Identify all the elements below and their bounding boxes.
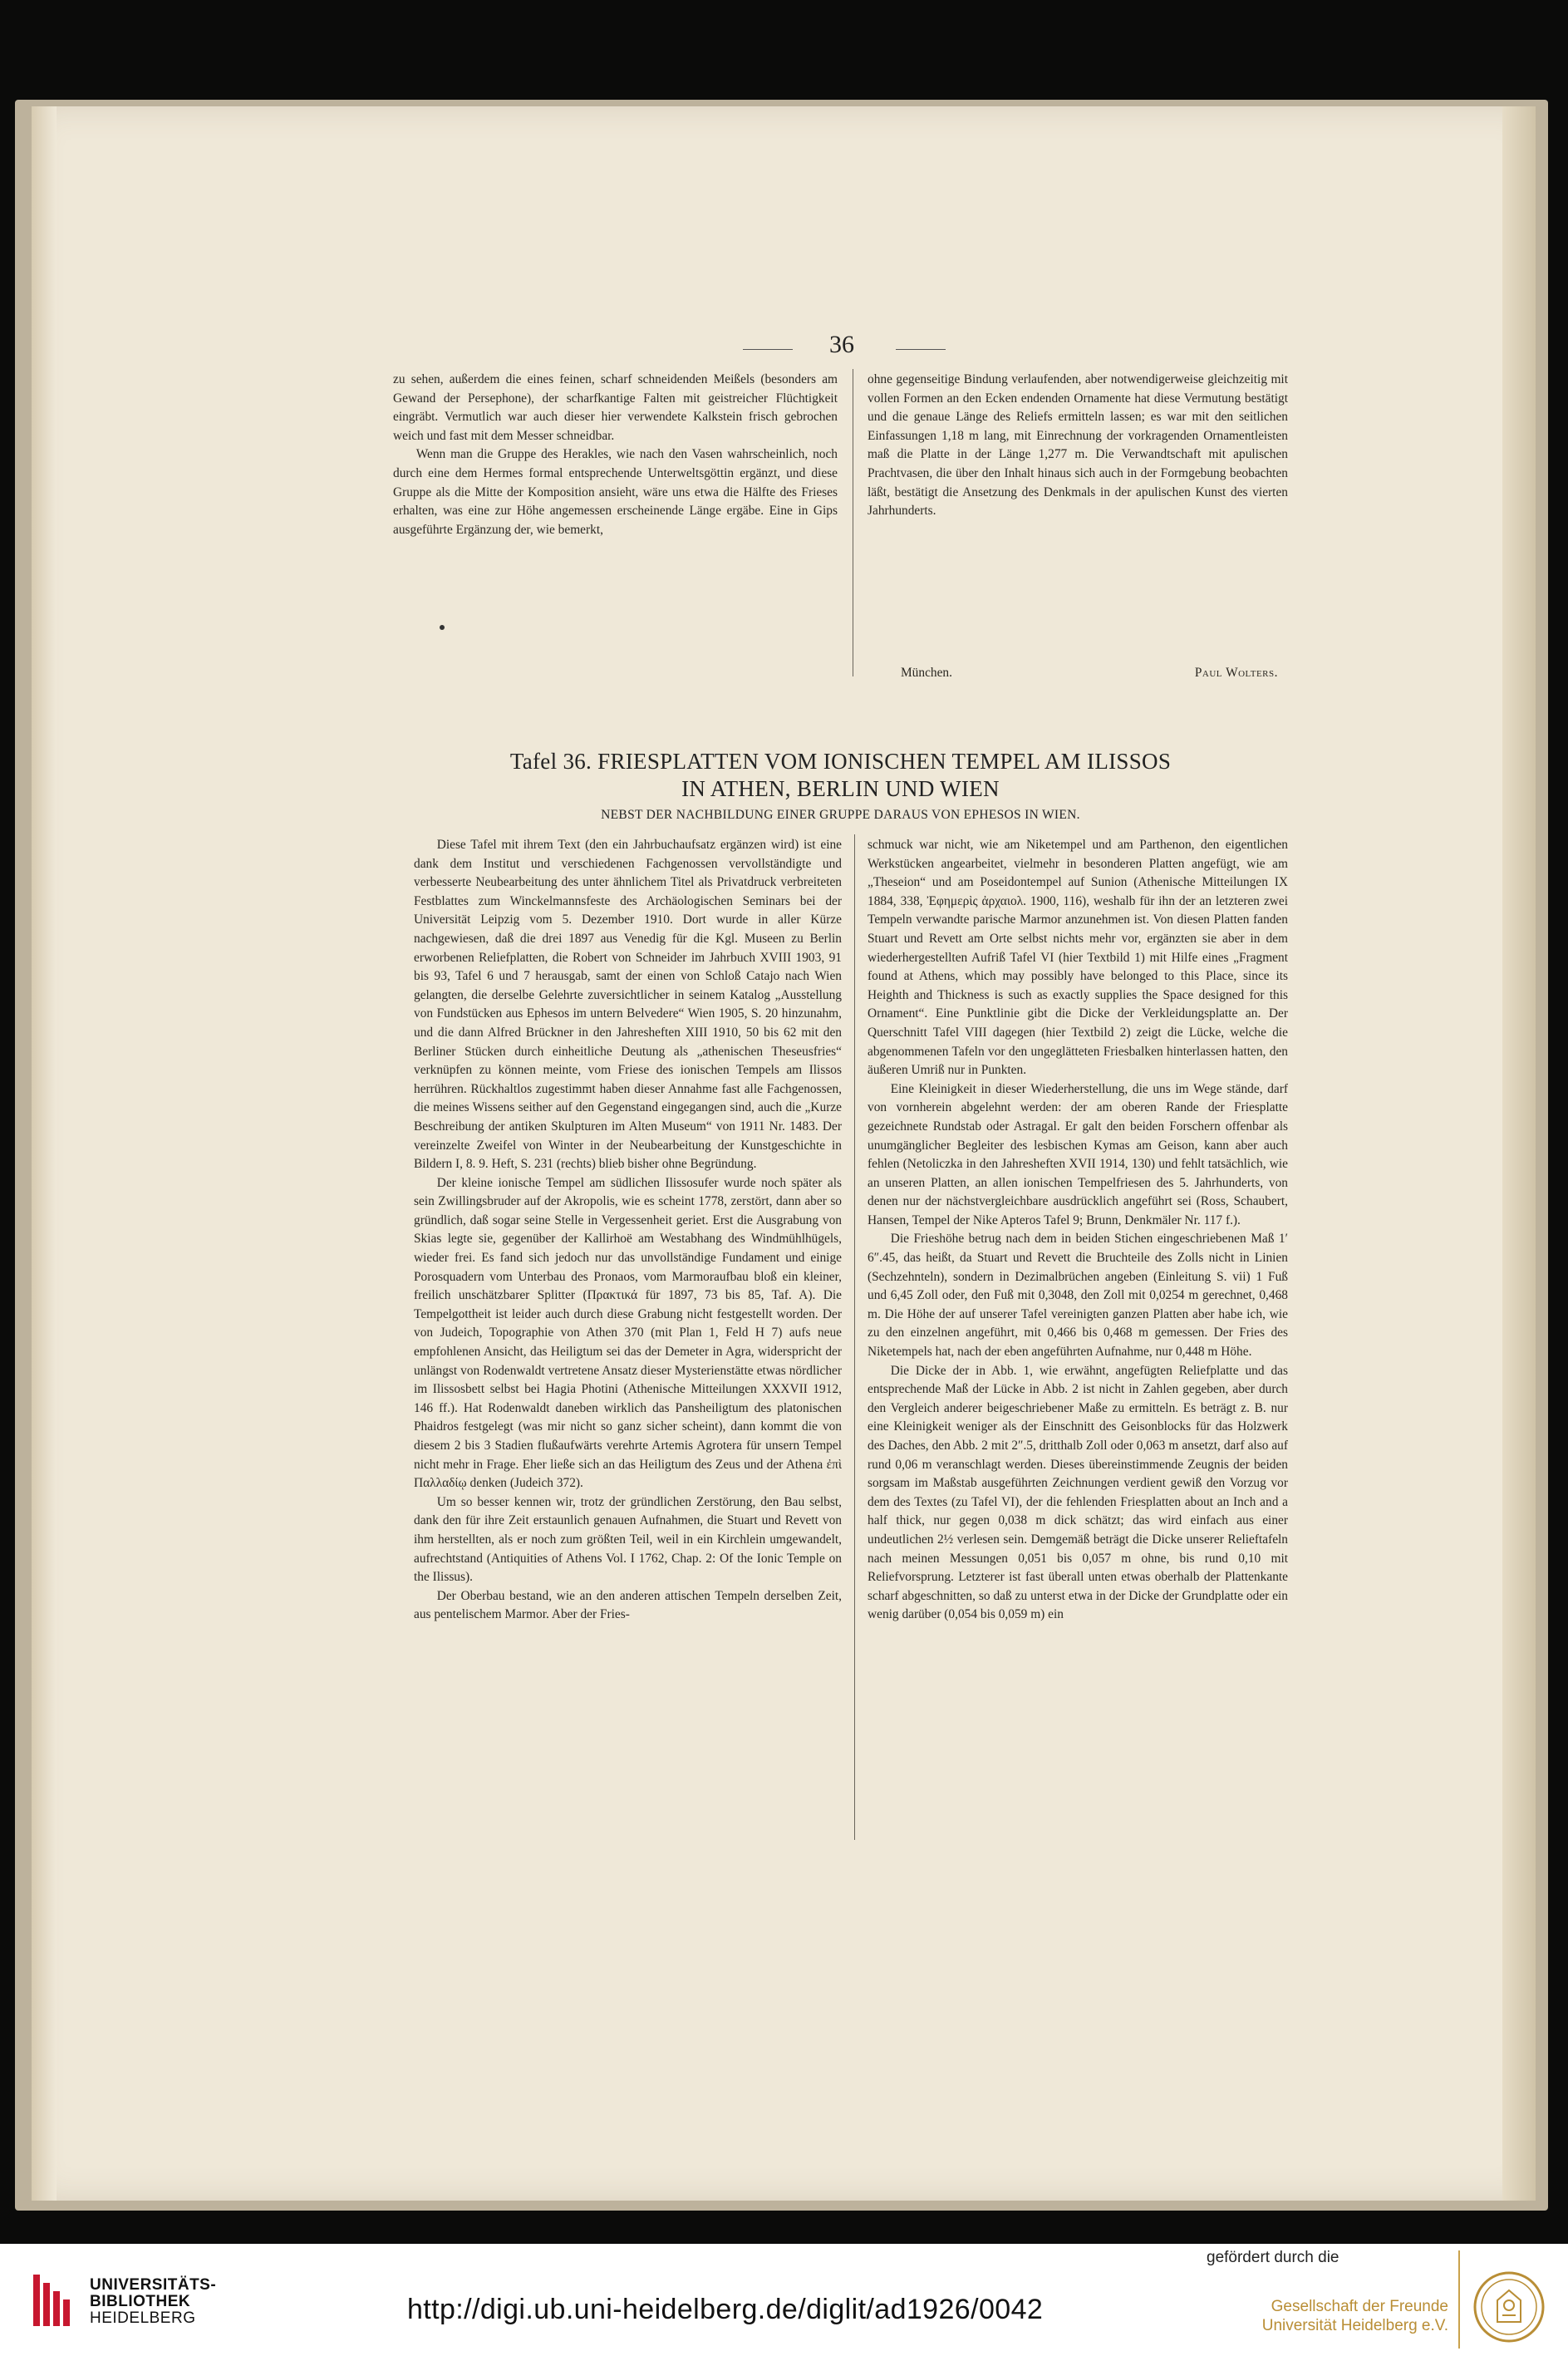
library-name-line1: UNIVERSITÄTS- bbox=[90, 2276, 217, 2294]
page-number-row bbox=[32, 331, 1536, 364]
page-number-rule-left bbox=[743, 349, 793, 350]
page-edge bbox=[1502, 106, 1536, 2201]
university-seal-icon bbox=[1472, 2270, 1546, 2344]
paragraph: Die Dicke der in Abb. 1, wie erwähnt, angefügten Reliefplatte und das entsprechende Maß der Lücke in Abb. 2 ist nicht in Zahlen gegeben, aber durch den Vergleich anderer beigeschriebener Maße zu ermitteln. Es beträgt z. B. nur eine Kleinigkeit weniger als der Einschnitt des Geisonblocks für das Holzwerk des Daches, den Abb. 2 mit 2″.5, dritthalb Zoll oder 0,063 m ansetzt, darf also auf rund 0,06 m veranschlagt werden. Dieses übereinstimmende Zeugnis der beiden sorgsam im Maßstab ausgeführten Zeichnungen verdient gewiß den Vorzug vor dem des Textes (zu Tafel VI), der die fehlenden Friesplatten about an Inch and a half thick, nur gegen 0,038 m dick schätzt; das wird einfach aus einer undeutlichen 2½ verlesen sein. Demgemäß beträgt die Dicke unserer Relieftafeln nach meinen Messungen 0,051 bis 0,057 m ohne, bis rund 0,10 mit Reliefvorsprung. Letzterer ist fast überall unten etwas oberhalb der Plattenkante scharf abgeschnitten, so daß zu unterst etwa in der Dicke der Grundplatte oder ein wenig darüber (0,054 bis 0,059 m) ein bbox=[868, 1363, 1288, 1622]
paragraph: Um so besser kennen wir, trotz der gründlichen Zerstörung, den Bau selbst, dank den für ihre Zeit erstaunlich genauen Aufnahmen, die Stuart und Revett von ihm herstellten, als er noch zum größten Teil, weil in ein Kirchlein umgewandelt, aufrechtstand (Antiquities of Athens Vol. I 1762, Chap. 2: Of the Ionic Temple on the Ilissus). bbox=[414, 1494, 842, 1585]
footer-banner bbox=[0, 2244, 1568, 2356]
paragraph: Der Oberbau bestand, wie an den anderen attischen Tempeln derselben Zeit, aus pentelischem Marmor. Aber der Fries- bbox=[414, 1588, 842, 1622]
text-column-bottom-left bbox=[414, 836, 842, 1625]
text-column-bottom-right bbox=[868, 836, 1288, 1625]
paragraph: Eine Kleinigkeit in dieser Wiederherstellung, die uns im Wege stände, darf von vornherein abgelehnt werden: der am oberen Rande der Friesplatte gezeichnete Rundstab oder Astragal. Er galt den beiden Forschern offenbar als unumgänglicher Begleiter des lesbischen Kymas am Geison, kann aber auch fehlen (Netoliczka in den Jahresheften XVII 1914, 130) und fehlt tatsächlich, wie an unseren Platten, an allen ionischen Tempelfriesen des 5. Jahrhunderts, von denen nur der nächstvergleichbare ausdrücklich angeführt sei (Ross, Schaubert, Hansen, Tempel der Nike Apteros Tafel 9; Brunn, Denkmäler Nr. 117 f.). bbox=[868, 1081, 1288, 1227]
sponsor-name bbox=[1216, 2297, 1448, 2335]
signature-author: Paul Wolters. bbox=[1194, 666, 1278, 680]
text-column-top-right bbox=[868, 371, 1288, 521]
paragraph: Diese Tafel mit ihrem Text (den ein Jahrbuchaufsatz ergänzen wird) ist eine dank dem Institut und verschiedenen Fachgenossen vervollständigte und verbesserte Neubearbeitung des unter ähnlichem Titel als Privatdruck verbreiteten Festblattes zum Winckelmannsfeste des Archäologischen Seminars bei der Universität Leipzig vom 5. Dezember 1910. Dort wurde in aller Kürze nachgewiesen, daß die drei 1897 aus Venedig für die Kgl. Museen zu Berlin erworbenen Reliefplatten, die Robert von Schneider im Jahrbuch XVIII 1903, 91 bis 93, Tafel 6 und 7 herausgab, samt der einen von Schloß Catajo nach Wien gelangten, die derselbe Gelehrte zuversichtlicher in seinem Katalog „Ausstellung von Fundstücken aus Ephesos im untern Belvedere“ Wien 1905, S. 20 hinzunahm, und die dann Alfred Brückner in den Jahresheften XIII 1910, 50 bis 62 mit den Berliner Stücken durch einheitliche Deutung als „athenischen Theseusfries“ verknüpfen zu können meinte, vom Friese des ionischen Tempels am Ilissos herrühren. Rückhaltlos zugestimmt haben dieser Annahme fast alle Fachgenossen, die meines Wissens seither auf den Gegenstand eingegangen sind, auch die „Kurze Beschreibung der antiken Skulpturen im Alten Museum“ von 1911 Nr. 1483. Der vereinzelte Zweifel von Winter in der Neubearbeitung der Kunstgeschichte in Bildern I, 8. 9. Heft, S. 231 (rechts) blieb bisher ohne Begründung. bbox=[414, 838, 842, 1172]
plate-title-line1: Tafel 36. FRIESPLATTEN VOM IONISCHEN TEMPEL AM ILISSOS bbox=[509, 749, 1172, 774]
sponsor-label: gefördert durch die bbox=[1207, 2249, 1339, 2266]
page-number: 36 bbox=[829, 331, 854, 358]
sponsor-name-line2: Universität Heidelberg e.V. bbox=[1261, 2317, 1448, 2334]
paragraph: Der kleine ionische Tempel am südlichen Ilissosufer wurde noch später als sein Zwillingsbruder auf der Akropolis, wie es scheint 1778, zerstört, dann aber so gründlich, daß sogar seine Stelle in Vergessenheit geriet. Erst die Ausgrabung von Skias legte sie, gegenüber der Kallirhoë am Westabhang des Windmühlhügels, wieder frei. Es fand sich jedoch nur das unvollständige Fundament und einige Porosquadern vom Unterbau des Pronaos, vom Marmoraufbau bloß ein kleiner, freilich unschätzbarer Splitter (Πρακτικά für 1897, 73 bis 85, Taf. A). Die Tempelgottheit ist leider auch durch diese Grabung nicht festgestellt worden. Der von Judeich, Topographie von Athen 370 (mit Plan 1, Feld H 7) aufs neue empfohlenen Ansicht, das Heiligtum sei das der Demeter in Agra, widerspricht der unlängst von Rodenwaldt vertretene Ansatz dieser Mysterienstätte etwas nördlicher im Ilissosbett selbst bei Hagia Photini (Athenische Mitteilungen XXXVII 1912, 146 ff.). Hat Rodenwaldt daneben wirklich das Pansheiligtum des platonischen Phaidros festgelegt (was mir nicht so ganz sicher scheint), dann kommt die von diesem 2 bis 3 Stadien flußaufwärts verehrte Artemis Agrotera für unsern Tempel nicht mehr in Frage. Eher ließe sich an das Heiligtum des Zeus und der Athena ἐπὶ Παλλαδίῳ denken (Judeich 372). bbox=[414, 1175, 842, 1491]
paragraph: schmuck war nicht, wie am Niketempel und am Parthenon, den eigentlichen Werkstücken angearbeitet, vielmehr in besonderen Platten angefügt, wie am „Theseion“ und am Poseidontempel auf Sunion (Athenische Mitteilungen IX 1884, 338, Ἐφημερὶς ἀρχαιολ. 1900, 116), weshalb für ihn der an letzteren zwei Tempeln verwandte parische Marmor anzunehmen ist. Von diesen Platten fanden Stuart und Revett am Orte selbst nichts mehr vor, ergänzten sie aber in dem wiederhergestellten Aufriß Tafel VI (hier Textbild 1) mit Hilfe eines „Fragment found at Athens, which may possibly have belonged to this Place, since its Heighth and Thickness is such as exactly supplies the Space designed for this Ornament“. Eine Punktlinie gibt die Dicke der Verkleidungsplatte an. Der Querschnitt Tafel VIII dagegen (hier Textbild 2) zeigt die Lücke, welche die abgenommenen Tafeln vor den ungeglätteten Friesbalken hinterlassen hatten, den äußeren Umriß nur in Punkten. bbox=[868, 838, 1288, 1078]
plate-heading bbox=[393, 749, 1288, 823]
paragraph: Wenn man die Gruppe des Herakles, wie nach den Vasen wahrscheinlich, noch durch eine dem Hermes formal entsprechende Unterweltsgöttin ergänzt, und diese Gruppe als die Mitte der Komposition ansieht, wäre uns etwa die Hälfte des Frieses erhalten, was eine zur Höhe angemessen erscheinende Länge ergäbe. Eine in Gips ausgeführte Ergänzung der, wie bemerkt, bbox=[393, 447, 838, 537]
page-gutter bbox=[32, 106, 57, 2201]
library-name bbox=[90, 2277, 216, 2327]
paragraph: Die Frieshöhe betrug nach dem in beiden Stichen eingeschriebenen Maß 1′ 6″.45, das heißt, da Stuart und Revett die Bruchteile des Zolls nicht in Linien (Sechzehnteln), sondern in Dezimalbrüchen angeben (Einleitung S. vii) 1 Fuß und 6,45 Zoll oder, den Fuß mit 0,3048, den Zoll mit 0,0254 m gerechnet, 0,468 m. Die Höhe der auf unserer Tafel vereinigten ganzen Platten aber habe ich, wie zu den einzelnen angeführt, mit 0,466 bis 0,468 m gemessen. Der Fries des Niketempels hat, nach der eben angeführten Aufnahme, nur 0,448 m Höhe. bbox=[868, 1232, 1288, 1360]
ink-speck bbox=[440, 625, 445, 630]
plate-title-line2: IN ATHEN, BERLIN UND WIEN bbox=[681, 776, 1000, 801]
page-number-rule-right bbox=[896, 349, 946, 350]
signature-city: München. bbox=[901, 666, 952, 680]
book-page bbox=[32, 106, 1536, 2201]
library-name-line3: HEIDELBERG bbox=[90, 2309, 196, 2327]
permalink-url[interactable]: http://digi.ub.uni-heidelberg.de/diglit/ad1926/0042 bbox=[407, 2294, 1044, 2325]
plate-subtitle: NEBST DER NACHBILDUNG EINER GRUPPE DARAUS VON EPHESOS IN WIEN. bbox=[601, 808, 1080, 822]
library-logo-icon bbox=[33, 2275, 76, 2326]
sponsor-name-line1: Gesellschaft der Freunde bbox=[1271, 2298, 1448, 2315]
paragraph: zu sehen, außerdem die eines feinen, scharf schneidenden Meißels (besonders am Gewand der Persephone), der scharfkantige Falten mit geistreicher Flüchtigkeit eingräbt. Vermutlich war auch dieser hier verwendete Kalkstein frisch gebrochen weich und fast mit dem Messer schneidbar. bbox=[393, 372, 838, 443]
library-name-line2: BIBLIOTHEK bbox=[90, 2293, 191, 2310]
text-column-top-left bbox=[393, 371, 838, 539]
sponsor-divider bbox=[1458, 2250, 1460, 2349]
column-divider bbox=[854, 834, 855, 1840]
paragraph: ohne gegenseitige Bindung verlaufenden, aber notwendigerweise gleichzeitig mit vollen Formen an den Ecken endenden Ornamente hat diese Vermutung bestätigt und die genaue Länge des Reliefs ermitteln lassen; es war mit den seitlichen Einfassungen 1,18 m lang, mit Einrechnung der vorkragenden Ornamentleisten maß die Platte in der Länge 1,277 m. Die Verwandtschaft mit apulischen Prachtvasen, die über den Inhalt hinaus sich auch in der Formgebung beobachten läßt, bestätigt die Ansetzung des Denkmals in der apulischen Kunst des vierten Jahrhunderts. bbox=[868, 372, 1288, 519]
